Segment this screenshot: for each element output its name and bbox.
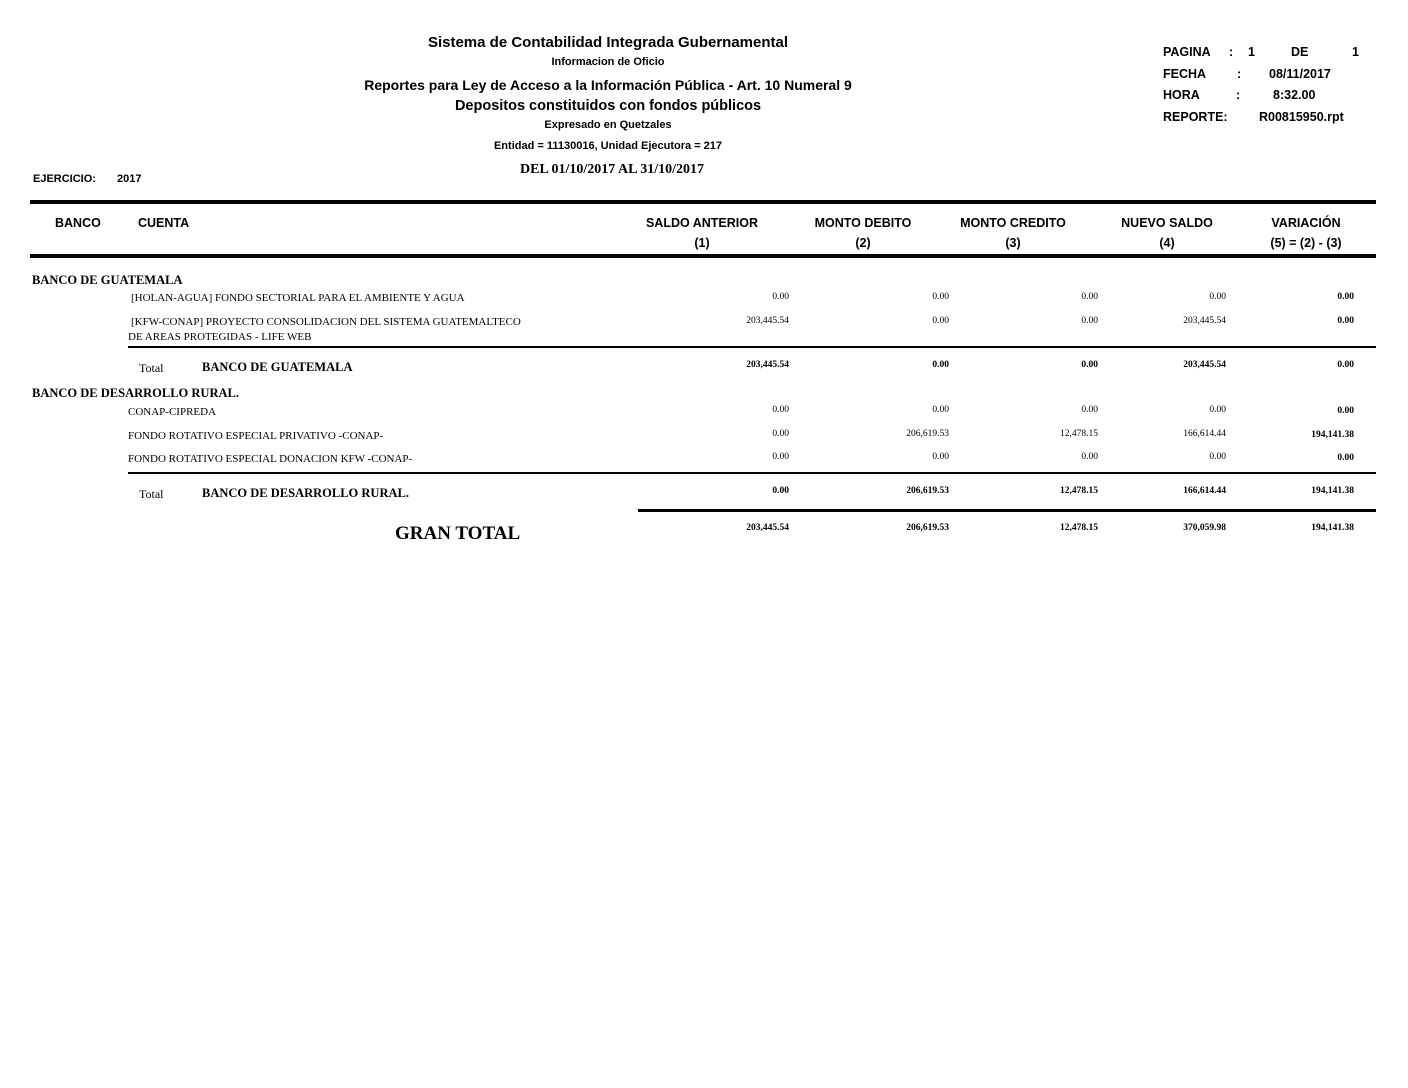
- grand-total-label: GRAN TOTAL: [395, 523, 521, 544]
- grand-total-monto-debito: 206,619.53: [906, 523, 949, 533]
- grand-total-monto-credito: 12,478.15: [1060, 523, 1098, 533]
- col-nuevo-saldo-sub: (4): [1159, 236, 1175, 250]
- monto-debito-cell: 0.00: [932, 452, 949, 462]
- col-monto-debito-sub: (2): [855, 236, 871, 250]
- report-subtitle-oficio: Informacion de Oficio: [551, 56, 665, 68]
- account-name: FONDO ROTATIVO ESPECIAL PRIVATIVO -CONAP-: [128, 430, 384, 442]
- entity-line: Entidad = 11130016, Unidad Ejecutora = 217: [493, 140, 723, 152]
- pagina-value: 1: [1248, 45, 1255, 59]
- account-name-continued: DE AREAS PROTEGIDAS - LIFE WEB: [128, 331, 312, 343]
- monto-credito-cell: 0.00: [1081, 405, 1098, 415]
- hora-sep: :: [1236, 88, 1241, 102]
- total-bank-name: BANCO DE DESARROLLO RURAL.: [202, 486, 409, 500]
- variacion-cell: 0.00: [1337, 406, 1354, 416]
- saldo-anterior-cell: 0.00: [772, 452, 789, 462]
- nuevo-saldo-cell: 0.00: [1209, 292, 1226, 302]
- saldo-anterior-cell: 0.00: [772, 405, 789, 415]
- variacion-cell: 0.00: [1337, 316, 1354, 326]
- monto-credito-cell: 0.00: [1081, 316, 1098, 326]
- reporte-label: REPORTE:: [1163, 110, 1228, 124]
- col-nuevo-saldo: NUEVO SALDO: [1121, 216, 1213, 230]
- col-banco: BANCO: [55, 216, 101, 230]
- report-subtitle: Depositos constituidos con fondos públicos: [454, 98, 762, 114]
- nuevo-saldo-cell: 166,614.44: [1183, 429, 1226, 439]
- report-title: Reportes para Ley de Acceso a la Información Pública - Art. 10 Numeral 9: [364, 77, 852, 93]
- system-title: Sistema de Contabilidad Integrada Gubernamental: [427, 34, 789, 51]
- col-saldo-anterior-sub: (1): [694, 236, 710, 250]
- grand-total-rule: [638, 509, 1376, 512]
- monto-debito-cell: 206,619.53: [906, 429, 949, 439]
- variacion-cell: 0.00: [1337, 453, 1354, 463]
- grand-total-nuevo-saldo: 370,059.98: [1183, 523, 1226, 533]
- subtotal-rule: [128, 472, 1376, 474]
- total-nuevo-saldo: 203,445.54: [1183, 360, 1226, 370]
- monto-credito-cell: 12,478.15: [1060, 429, 1098, 439]
- total-monto-credito: 12,478.15: [1060, 486, 1098, 496]
- total-saldo-anterior: 0.00: [772, 486, 789, 496]
- total-label: Total: [139, 487, 164, 501]
- monto-debito-cell: 0.00: [932, 316, 949, 326]
- col-variacion-sub: (5) = (2) - (3): [1270, 236, 1342, 250]
- account-name: FONDO ROTATIVO ESPECIAL DONACION KFW -CONAP-: [128, 453, 413, 465]
- total-saldo-anterior: 203,445.54: [746, 360, 789, 370]
- total-label: Total: [139, 361, 164, 375]
- total-variacion: 194,141.38: [1311, 486, 1354, 496]
- hora-label: HORA: [1163, 88, 1200, 102]
- col-variacion: VARIACIÓN: [1271, 216, 1341, 230]
- grand-total-saldo-anterior: 203,445.54: [746, 523, 789, 533]
- de-label: DE: [1291, 45, 1309, 59]
- total-monto-debito: 206,619.53: [906, 486, 949, 496]
- period-line: DEL 01/10/2017 AL 31/10/2017: [520, 162, 704, 177]
- bank-name: BANCO DE GUATEMALA: [32, 273, 183, 287]
- nuevo-saldo-cell: 0.00: [1209, 452, 1226, 462]
- account-name: [KFW-CONAP] PROYECTO CONSOLIDACION DEL SISTEMA GUATEMALTECO: [131, 316, 521, 328]
- header-bottom-rule: [30, 254, 1376, 258]
- col-monto-debito: MONTO DEBITO: [814, 216, 912, 230]
- total-nuevo-saldo: 166,614.44: [1183, 486, 1226, 496]
- account-name: [HOLAN-AGUA] FONDO SECTORIAL PARA EL AMBIENTE Y AGUA: [131, 292, 465, 304]
- variacion-cell: 194,141.38: [1311, 430, 1354, 440]
- col-monto-credito-sub: (3): [1005, 236, 1021, 250]
- subtotal-rule: [128, 346, 1376, 348]
- header-top-rule: [30, 200, 1376, 204]
- total-variacion: 0.00: [1337, 360, 1354, 370]
- grand-total-variacion: 194,141.38: [1311, 523, 1354, 533]
- total-monto-debito: 0.00: [932, 360, 949, 370]
- saldo-anterior-cell: 0.00: [772, 292, 789, 302]
- total-bank-name: BANCO DE GUATEMALA: [202, 360, 353, 374]
- saldo-anterior-cell: 203,445.54: [746, 316, 789, 326]
- monto-debito-cell: 0.00: [932, 292, 949, 302]
- col-monto-credito: MONTO CREDITO: [960, 216, 1066, 230]
- total-monto-credito: 0.00: [1081, 360, 1098, 370]
- hora-value: 8:32.00: [1273, 88, 1316, 102]
- nuevo-saldo-cell: 0.00: [1209, 405, 1226, 415]
- col-cuenta: CUENTA: [138, 216, 190, 230]
- monto-credito-cell: 0.00: [1081, 452, 1098, 462]
- variacion-cell: 0.00: [1337, 292, 1354, 302]
- fecha-label: FECHA: [1163, 67, 1207, 81]
- account-name: CONAP-CIPREDA: [128, 406, 217, 418]
- reporte-value: R00815950.rpt: [1259, 110, 1344, 124]
- fecha-sep: :: [1237, 67, 1242, 81]
- col-saldo-anterior: SALDO ANTERIOR: [645, 216, 759, 230]
- de-value: 1: [1352, 45, 1359, 59]
- monto-debito-cell: 0.00: [932, 405, 949, 415]
- saldo-anterior-cell: 0.00: [772, 429, 789, 439]
- nuevo-saldo-cell: 203,445.54: [1183, 316, 1226, 326]
- currency-note: Expresado en Quetzales: [544, 119, 672, 131]
- bank-name: BANCO DE DESARROLLO RURAL.: [32, 386, 239, 400]
- fecha-value: 08/11/2017: [1269, 67, 1331, 81]
- ejercicio-value: 2017: [117, 173, 142, 185]
- pagina-sep: :: [1229, 45, 1234, 59]
- ejercicio-label: EJERCICIO:: [33, 173, 96, 185]
- monto-credito-cell: 0.00: [1081, 292, 1098, 302]
- pagina-label: PAGINA: [1163, 45, 1211, 59]
